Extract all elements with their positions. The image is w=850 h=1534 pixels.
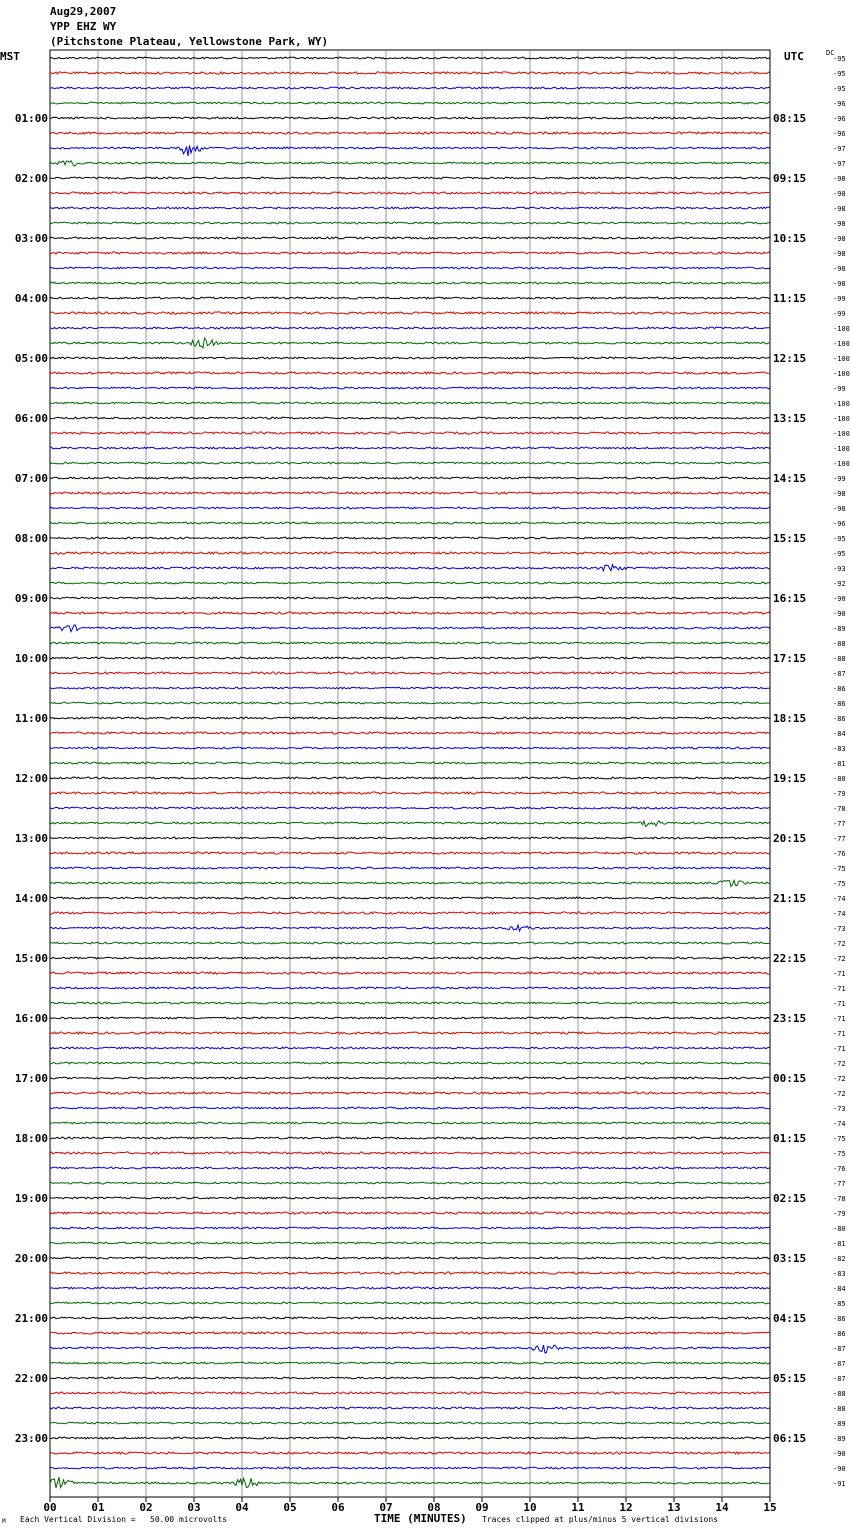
utc-hour-label: 03:15: [773, 1252, 807, 1265]
seismic-trace: [50, 297, 770, 299]
dc-offset-label: -77: [833, 835, 846, 843]
dc-offset-label: -71: [833, 1015, 846, 1023]
seismic-trace: [50, 867, 770, 869]
mst-hour-label: 14:00: [14, 892, 48, 905]
seismic-trace: [50, 447, 770, 449]
dc-title: DC: [826, 49, 835, 57]
utc-hour-label: 09:15: [773, 172, 807, 185]
dc-offset-label: -89: [833, 1420, 846, 1428]
seismic-trace: [50, 912, 770, 914]
seismic-trace: [50, 1002, 770, 1004]
seismic-trace: [50, 537, 770, 539]
dc-offset-label: -96: [833, 130, 846, 138]
seismic-trace: [50, 612, 770, 614]
dc-offset-label: -86: [833, 685, 846, 693]
left-axis-title: MST: [0, 50, 20, 63]
mst-hour-label: 22:00: [14, 1372, 48, 1385]
dc-offset-label: -83: [833, 745, 846, 753]
seismic-trace: [50, 492, 770, 494]
seismic-trace: [50, 987, 770, 989]
mst-hour-label: 05:00: [14, 352, 48, 365]
dc-offset-label: -100: [833, 430, 850, 438]
mst-hour-label: 23:00: [14, 1432, 48, 1445]
mst-hour-label: 08:00: [14, 532, 48, 545]
dc-offset-label: -100: [833, 340, 850, 348]
mst-hour-label: 04:00: [14, 292, 48, 305]
dc-offset-label: -100: [833, 415, 850, 423]
x-tick-label: 04: [235, 1501, 249, 1514]
right-axis-title: UTC: [784, 50, 804, 63]
seismic-trace: [50, 1452, 770, 1454]
dc-offset-label: -99: [833, 475, 846, 483]
x-tick-label: 14: [715, 1501, 729, 1514]
mst-hour-label: 09:00: [14, 592, 48, 605]
seismic-trace: [50, 1257, 770, 1259]
dc-offset-label: -73: [833, 925, 846, 933]
dc-offset-label: -100: [833, 355, 850, 363]
utc-hour-label: 23:15: [773, 1012, 807, 1025]
seismic-trace: [50, 1032, 770, 1034]
dc-offset-label: -78: [833, 805, 846, 813]
seismic-trace: [50, 552, 770, 554]
seismic-trace: [50, 387, 770, 389]
dc-offset-label: -98: [833, 490, 846, 498]
utc-hour-label: 14:15: [773, 472, 807, 485]
seismic-trace: [50, 1062, 770, 1064]
seismic-trace: [50, 852, 770, 854]
seismic-trace: [50, 957, 770, 959]
dc-offset-label: -90: [833, 610, 846, 618]
seismic-trace: [50, 252, 770, 254]
dc-offset-label: -72: [833, 955, 846, 963]
x-tick-label: 13: [667, 1501, 681, 1514]
x-tick-label: 11: [571, 1501, 585, 1514]
location-label: (Pitchstone Plateau, Yellowstone Park, WY): [50, 35, 329, 48]
seismic-trace: [50, 1227, 770, 1229]
seismic-trace: [50, 1407, 770, 1409]
utc-hour-label: 22:15: [773, 952, 807, 965]
seismic-trace: [50, 117, 770, 119]
dc-offset-label: -78: [833, 1195, 846, 1203]
dc-offset-label: -95: [833, 85, 846, 93]
utc-hour-label: 08:15: [773, 112, 807, 125]
dc-offset-label: -91: [833, 1480, 846, 1488]
dc-offset-label: -87: [833, 670, 846, 678]
seismic-trace: [50, 1287, 770, 1289]
seismic-trace: [50, 282, 770, 284]
dc-offset-label: -71: [833, 1045, 846, 1053]
seismic-trace: [50, 792, 770, 794]
dc-offset-label: -77: [833, 820, 846, 828]
utc-hour-label: 18:15: [773, 712, 807, 725]
utc-hour-label: 16:15: [773, 592, 807, 605]
dc-offset-label: -88: [833, 640, 846, 648]
corner-mark: M: [2, 1518, 6, 1525]
mst-hour-label: 20:00: [14, 1252, 48, 1265]
seismic-trace: [50, 1137, 770, 1139]
dc-offset-label: -83: [833, 1270, 846, 1278]
seismic-trace: [50, 565, 770, 571]
seismic-trace: [50, 897, 770, 899]
dc-offset-label: -95: [833, 70, 846, 78]
dc-offset-label: -71: [833, 970, 846, 978]
dc-offset-label: -74: [833, 895, 846, 903]
seismic-trace: [50, 222, 770, 224]
seismic-trace: [50, 807, 770, 809]
dc-offset-label: -88: [833, 1390, 846, 1398]
seismic-trace: [50, 1437, 770, 1439]
x-tick-label: 09: [475, 1501, 489, 1514]
dc-offset-label: -100: [833, 370, 850, 378]
seismic-trace: [50, 1392, 770, 1394]
seismic-trace: [50, 1345, 770, 1353]
dc-offset-label: -100: [833, 400, 850, 408]
mst-hour-label: 15:00: [14, 952, 48, 965]
dc-offset-label: -88: [833, 1405, 846, 1413]
dc-offset-label: -96: [833, 100, 846, 108]
seismic-trace: [50, 237, 770, 239]
x-tick-label: 07: [379, 1501, 393, 1514]
seismic-trace: [50, 732, 770, 734]
dc-offset-label: -96: [833, 520, 846, 528]
seismic-trace: [50, 57, 770, 59]
dc-offset-label: -99: [833, 295, 846, 303]
dc-offset-label: -75: [833, 1135, 846, 1143]
seismic-trace: [50, 1317, 770, 1319]
station-label: YPP EHZ WY: [50, 20, 117, 33]
dc-offset-label: -80: [833, 1225, 846, 1233]
x-tick-label: 00: [43, 1501, 57, 1514]
date-label: Aug29,2007: [50, 5, 117, 18]
seismic-trace: [50, 925, 770, 931]
seismic-trace: [50, 582, 770, 584]
dc-offset-label: -89: [833, 625, 846, 633]
dc-offset-label: -86: [833, 1330, 846, 1338]
dc-offset-label: -95: [833, 550, 846, 558]
seismic-trace: [50, 657, 770, 659]
seismic-trace: [50, 477, 770, 479]
seismic-trace: [50, 432, 770, 434]
seismic-trace: [50, 522, 770, 524]
dc-offset-label: -92: [833, 580, 846, 588]
mst-hour-label: 06:00: [14, 412, 48, 425]
dc-offset-label: -71: [833, 1030, 846, 1038]
dc-offset-label: -98: [833, 220, 846, 228]
dc-offset-label: -87: [833, 1375, 846, 1383]
dc-offset-label: -86: [833, 715, 846, 723]
utc-hour-label: 04:15: [773, 1312, 807, 1325]
seismic-trace: [50, 417, 770, 419]
seismic-trace: [50, 1077, 770, 1079]
mst-hour-label: 10:00: [14, 652, 48, 665]
dc-offset-label: -98: [833, 280, 846, 288]
seismic-trace: [50, 1377, 770, 1379]
dc-offset-label: -95: [833, 55, 846, 63]
seismic-trace: [50, 777, 770, 779]
mst-hour-label: 11:00: [14, 712, 48, 725]
seismic-trace: [50, 1152, 770, 1154]
dc-offset-label: -79: [833, 1210, 846, 1218]
utc-hour-label: 12:15: [773, 352, 807, 365]
seismic-trace: [50, 1092, 770, 1094]
dc-offset-label: -88: [833, 655, 846, 663]
seismic-trace: [50, 1422, 770, 1424]
dc-offset-label: -86: [833, 700, 846, 708]
dc-offset-label: -76: [833, 1165, 846, 1173]
x-tick-label: 08: [427, 1501, 441, 1514]
mst-hour-label: 12:00: [14, 772, 48, 785]
x-tick-label: 05: [283, 1501, 297, 1514]
dc-offset-label: -80: [833, 775, 846, 783]
seismic-trace: [50, 1122, 770, 1124]
mst-hour-label: 21:00: [14, 1312, 48, 1325]
dc-offset-label: -100: [833, 325, 850, 333]
dc-offset-label: -90: [833, 1450, 846, 1458]
seismic-trace: [50, 327, 770, 329]
mst-hour-label: 18:00: [14, 1132, 48, 1145]
x-tick-label: 06: [331, 1501, 345, 1514]
mst-hour-label: 01:00: [14, 112, 48, 125]
utc-hour-label: 01:15: [773, 1132, 807, 1145]
dc-offset-label: -97: [833, 160, 846, 168]
seismic-trace: [50, 1197, 770, 1199]
seismic-trace: [50, 1182, 770, 1184]
dc-offset-label: -100: [833, 460, 850, 468]
dc-offset-label: -77: [833, 1180, 846, 1188]
dc-offset-label: -72: [833, 1090, 846, 1098]
dc-offset-label: -93: [833, 565, 846, 573]
seismic-trace: [50, 267, 770, 269]
dc-offset-label: -74: [833, 1120, 846, 1128]
utc-hour-label: 15:15: [773, 532, 807, 545]
dc-offset-label: -75: [833, 880, 846, 888]
seismic-trace: [50, 1332, 770, 1334]
seismic-trace: [50, 762, 770, 764]
dc-offset-label: -72: [833, 940, 846, 948]
dc-offset-label: -90: [833, 1465, 846, 1473]
seismic-trace: [50, 942, 770, 944]
seismic-trace: [50, 312, 770, 314]
utc-hour-label: 13:15: [773, 412, 807, 425]
dc-offset-label: -71: [833, 1000, 846, 1008]
x-tick-label: 02: [139, 1501, 153, 1514]
seismic-trace: [50, 1107, 770, 1109]
utc-hour-label: 10:15: [773, 232, 807, 245]
dc-offset-label: -79: [833, 790, 846, 798]
dc-offset-label: -99: [833, 310, 846, 318]
dc-offset-label: -95: [833, 535, 846, 543]
seismic-trace: [50, 462, 770, 464]
x-tick-label: 12: [619, 1501, 633, 1514]
seismic-trace: [50, 402, 770, 404]
utc-hour-label: 19:15: [773, 772, 807, 785]
seismic-trace: [50, 1017, 770, 1019]
seismic-trace: [50, 597, 770, 599]
x-axis-title: TIME (MINUTES): [374, 1512, 467, 1525]
seismic-trace: [50, 1302, 770, 1304]
dc-offset-label: -98: [833, 190, 846, 198]
dc-offset-label: -98: [833, 175, 846, 183]
seismic-trace: [50, 821, 770, 827]
dc-offset-label: -98: [833, 250, 846, 258]
dc-offset-label: -81: [833, 1240, 846, 1248]
seismic-trace: [50, 1212, 770, 1214]
dc-offset-label: -97: [833, 145, 846, 153]
dc-offset-label: -96: [833, 115, 846, 123]
dc-offset-label: -98: [833, 505, 846, 513]
seismic-trace: [50, 132, 770, 134]
dc-offset-label: -73: [833, 1105, 846, 1113]
x-tick-label: 10: [523, 1501, 537, 1514]
seismic-trace: [50, 972, 770, 974]
mst-hour-label: 07:00: [14, 472, 48, 485]
utc-hour-label: 02:15: [773, 1192, 807, 1205]
dc-offset-label: -87: [833, 1360, 846, 1368]
dc-offset-label: -76: [833, 850, 846, 858]
seismic-trace: [50, 192, 770, 194]
dc-offset-label: -87: [833, 1345, 846, 1353]
mst-hour-label: 16:00: [14, 1012, 48, 1025]
dc-offset-label: -72: [833, 1075, 846, 1083]
seismic-trace: [50, 1362, 770, 1364]
dc-offset-label: -98: [833, 265, 846, 273]
dc-offset-label: -75: [833, 1150, 846, 1158]
vertical-division-note: Each Vertical Division = 50.00 microvolts: [20, 1515, 228, 1524]
seismic-trace: [50, 1272, 770, 1274]
x-tick-label: 01: [91, 1501, 105, 1514]
seismic-trace: [50, 372, 770, 374]
dc-offset-label: -72: [833, 1060, 846, 1068]
dc-offset-label: -99: [833, 385, 846, 393]
x-tick-label: 03: [187, 1501, 201, 1514]
dc-offset-label: -75: [833, 865, 846, 873]
seismic-trace: [50, 625, 770, 632]
dc-offset-label: -90: [833, 595, 846, 603]
mst-hour-label: 17:00: [14, 1072, 48, 1085]
dc-offset-label: -86: [833, 1315, 846, 1323]
utc-hour-label: 11:15: [773, 292, 807, 305]
seismic-trace: [50, 642, 770, 644]
dc-offset-label: -89: [833, 1435, 846, 1443]
seismic-trace: [50, 1047, 770, 1049]
dc-offset-label: -100: [833, 445, 850, 453]
seismic-trace: [50, 338, 770, 348]
mst-hour-label: 13:00: [14, 832, 48, 845]
dc-offset-label: -74: [833, 910, 846, 918]
mst-hour-label: 03:00: [14, 232, 48, 245]
utc-hour-label: 17:15: [773, 652, 807, 665]
utc-hour-label: 06:15: [773, 1432, 807, 1445]
dc-offset-label: -84: [833, 730, 846, 738]
utc-hour-label: 00:15: [773, 1072, 807, 1085]
seismic-trace: [50, 161, 770, 166]
dc-offset-label: -71: [833, 985, 846, 993]
seismic-trace: [50, 687, 770, 689]
utc-hour-label: 20:15: [773, 832, 807, 845]
seismic-trace: [50, 672, 770, 674]
dc-offset-label: -82: [833, 1255, 846, 1263]
seismic-trace: [50, 87, 770, 89]
utc-hour-label: 05:15: [773, 1372, 807, 1385]
utc-hour-label: 21:15: [773, 892, 807, 905]
dc-offset-label: -81: [833, 760, 846, 768]
seismic-trace: [50, 747, 770, 749]
seismic-trace: [50, 702, 770, 704]
x-tick-label: 15: [763, 1501, 777, 1514]
dc-offset-label: -84: [833, 1285, 846, 1293]
mst-hour-label: 02:00: [14, 172, 48, 185]
clip-note: Traces clipped at plus/minus 5 vertical divisions: [482, 1515, 719, 1524]
seismic-trace: [50, 72, 770, 74]
seismic-trace: [50, 207, 770, 209]
seismic-trace: [50, 1467, 770, 1469]
seismic-trace: [50, 177, 770, 179]
dc-offset-label: -85: [833, 1300, 846, 1308]
seismic-trace: [50, 1167, 770, 1169]
seismic-trace: [50, 1242, 770, 1244]
dc-offset-label: -98: [833, 235, 846, 243]
seismic-trace: [50, 507, 770, 509]
seismic-trace: [50, 717, 770, 719]
seismic-trace: [50, 357, 770, 359]
seismic-trace: [50, 880, 770, 886]
dc-offset-label: -98: [833, 205, 846, 213]
seismic-trace: [50, 102, 770, 104]
seismic-trace: [50, 837, 770, 839]
mst-hour-label: 19:00: [14, 1192, 48, 1205]
seismic-trace: [50, 1477, 770, 1488]
seismic-trace: [50, 145, 770, 156]
